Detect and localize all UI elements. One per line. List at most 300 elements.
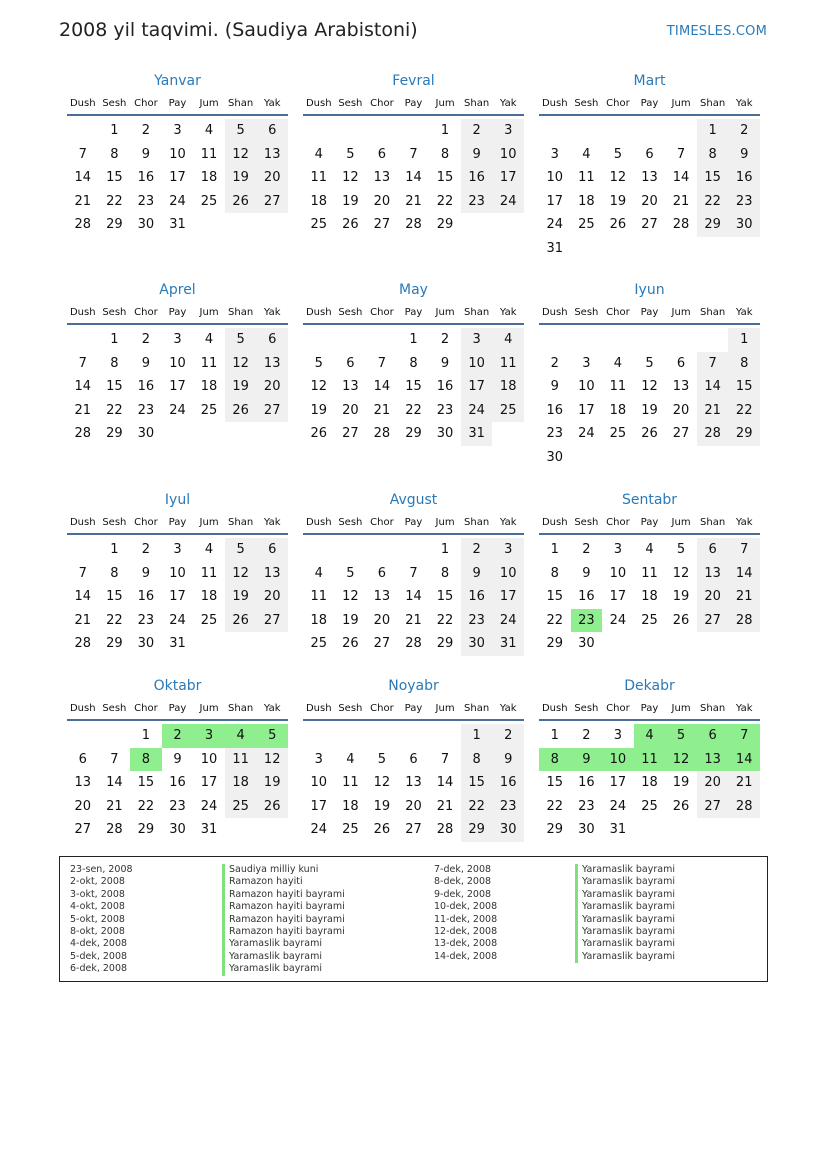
day-cell: 1 [440, 542, 450, 557]
day-cell: 9 [141, 146, 151, 162]
day-cell: 22 [106, 402, 123, 418]
day-cell: 5 [256, 724, 288, 748]
day-cell: 8 [550, 565, 559, 581]
day-cell: 24 [169, 193, 186, 209]
day-cell: 27 [672, 426, 690, 441]
day-cell: 28 [405, 636, 422, 651]
day-cell: 9 [492, 748, 524, 772]
day-cell: 23 [461, 609, 493, 633]
day-cell: 20 [697, 771, 729, 795]
weekday-label: Dush [305, 517, 332, 528]
day-cell: 27 [697, 795, 729, 819]
day-cell: 30 [436, 426, 454, 441]
day-cell: 13 [405, 775, 422, 790]
day-cell: 14 [405, 589, 422, 604]
day-cell: 18 [641, 589, 658, 604]
day-cell: 19 [225, 166, 257, 190]
day-cell: 16 [461, 166, 493, 190]
day-cell: 8 [110, 565, 119, 581]
weekday-label: Jum [435, 703, 455, 714]
day-cell: 14 [74, 170, 92, 185]
legend-holiday-name: Yaramaslik bayrami [575, 914, 675, 926]
day-cell: 21 [728, 585, 760, 609]
day-cell: 29 [436, 217, 454, 232]
day-cell: 23 [436, 402, 454, 418]
day-cell: 2 [461, 538, 493, 562]
day-cell: 16 [461, 585, 493, 609]
day-cell: 11 [492, 352, 524, 376]
day-cell: 16 [546, 402, 564, 418]
day-cell: 20 [373, 612, 391, 628]
day-cell: 18 [310, 193, 328, 209]
day-cell: 6 [697, 724, 729, 748]
day-cell: 15 [436, 589, 454, 604]
day-cell: 4 [645, 542, 654, 557]
weekday-label: Pay [168, 517, 187, 528]
day-cell: 17 [169, 589, 186, 604]
legend-date: 7-dek, 2008 [434, 864, 492, 875]
day-cell: 24 [492, 190, 524, 214]
day-cell: 5 [613, 146, 623, 162]
day-cell: 20 [405, 798, 422, 814]
weekday-label: Sesh [102, 517, 127, 528]
day-cell: 26 [342, 636, 359, 651]
day-cell: 29 [697, 213, 729, 237]
day-cell: 23 [571, 609, 603, 633]
day-cell: 7 [409, 565, 418, 581]
day-cell: 13 [697, 562, 729, 586]
day-cell: 15 [697, 166, 729, 190]
day-cell: 26 [310, 426, 328, 441]
weekday-label: Dush [305, 703, 332, 714]
weekday-label: Chor [134, 517, 158, 528]
day-cell: 24 [310, 822, 328, 837]
day-cell: 31 [169, 217, 186, 232]
legend-date: 2-okt, 2008 [70, 876, 125, 888]
weekday-label: Yak [263, 703, 281, 714]
legend-date: 23-sen, 2008 [70, 864, 133, 875]
day-cell: 2 [440, 332, 450, 347]
day-cell: 20 [641, 193, 658, 209]
day-cell: 12 [672, 565, 690, 581]
weekday-header [303, 98, 524, 112]
day-cell: 3 [173, 542, 182, 557]
legend-holiday-name: Yaramaslik bayrami [575, 951, 675, 963]
day-cell: 1 [440, 123, 450, 138]
day-cell: 21 [672, 193, 690, 209]
weekday-label: Yak [263, 98, 281, 109]
weekday-header [539, 307, 760, 321]
day-cell: 18 [200, 170, 218, 185]
day-cell: 23 [461, 190, 493, 214]
day-cell: 26 [672, 798, 690, 814]
day-cell: 5 [676, 542, 686, 557]
day-cell: 7 [728, 538, 760, 562]
day-cell: 11 [310, 170, 328, 185]
day-cell: 15 [106, 379, 123, 394]
legend-holiday-name: Saudiya milliy kuni [222, 864, 345, 876]
day-cell: 16 [137, 589, 155, 604]
day-cell: 18 [609, 402, 627, 418]
weekday-label: Pay [168, 703, 187, 714]
day-cell: 14 [728, 748, 760, 772]
day-cell: 19 [225, 585, 257, 609]
day-cell: 17 [461, 375, 493, 399]
day-cell: 22 [436, 612, 454, 628]
day-cell: 23 [137, 193, 155, 209]
legend-date: 8-okt, 2008 [70, 925, 125, 937]
weekday-label: Shan [228, 517, 254, 528]
day-cell: 14 [436, 775, 454, 790]
day-grid [303, 724, 524, 864]
weekday-label: Chor [606, 307, 630, 318]
day-cell: 21 [728, 771, 760, 795]
day-cell: 9 [550, 379, 559, 394]
day-cell: 17 [578, 402, 595, 418]
day-cell: 14 [106, 775, 123, 790]
weekday-label: Chor [370, 307, 394, 318]
day-cell: 25 [641, 798, 658, 814]
day-cell: 25 [609, 426, 627, 441]
legend-names-right [575, 864, 675, 963]
day-cell: 23 [137, 612, 155, 628]
header-divider [539, 114, 760, 116]
day-cell: 9 [461, 143, 493, 167]
day-cell: 15 [546, 589, 564, 604]
day-cell: 16 [578, 775, 595, 790]
day-cell: 1 [728, 328, 760, 352]
month-name: Aprel [159, 282, 196, 298]
day-cell: 31 [461, 422, 493, 446]
day-cell: 9 [571, 748, 603, 772]
weekday-label: Sesh [338, 98, 363, 109]
day-cell: 7 [728, 724, 760, 748]
day-cell: 8 [461, 748, 493, 772]
day-cell: 10 [310, 775, 328, 790]
day-cell: 12 [609, 170, 627, 185]
weekday-label: Shan [464, 517, 490, 528]
month-name: Avgust [389, 492, 438, 508]
weekday-label: Jum [671, 703, 691, 714]
day-cell: 10 [578, 379, 595, 394]
day-cell: 21 [373, 402, 391, 418]
day-cell: 9 [582, 565, 591, 581]
day-cell: 15 [461, 771, 493, 795]
day-cell: 25 [578, 217, 595, 232]
day-cell: 18 [225, 771, 257, 795]
day-cell: 12 [665, 748, 697, 772]
day-cell: 27 [373, 636, 391, 651]
legend-holiday-name: Yaramaslik bayrami [222, 963, 345, 975]
day-cell: 30 [137, 636, 155, 651]
day-cell: 30 [137, 217, 155, 232]
weekday-label: Jum [199, 98, 219, 109]
month-name: Noyabr [388, 678, 439, 694]
day-grid [67, 538, 288, 678]
day-cell: 10 [492, 562, 524, 586]
day-cell: 1 [550, 542, 559, 557]
day-cell: 27 [74, 822, 92, 837]
day-grid [303, 328, 524, 468]
day-cell: 14 [373, 379, 391, 394]
day-cell: 1 [409, 332, 418, 347]
day-cell: 4 [314, 565, 323, 581]
day-cell: 16 [578, 589, 595, 604]
weekday-label: Yak [735, 98, 753, 109]
day-cell: 8 [110, 146, 119, 162]
weekday-header [67, 307, 288, 321]
day-cell: 21 [697, 399, 729, 423]
day-cell: 4 [582, 146, 591, 162]
weekday-label: Dush [541, 307, 568, 318]
day-cell: 17 [200, 775, 218, 790]
day-cell: 4 [204, 332, 214, 347]
day-cell: 10 [546, 170, 564, 185]
weekday-label: Jum [199, 517, 219, 528]
day-cell: 14 [74, 589, 92, 604]
day-cell: 25 [225, 795, 257, 819]
day-cell: 19 [672, 775, 690, 790]
day-cell: 3 [193, 724, 225, 748]
weekday-label: Shan [228, 98, 254, 109]
day-cell: 27 [641, 217, 658, 232]
weekday-label: Jum [435, 98, 455, 109]
day-cell: 2 [162, 724, 194, 748]
day-cell: 11 [609, 379, 627, 394]
day-cell: 8 [440, 565, 450, 581]
day-cell: 18 [578, 193, 595, 209]
legend-holiday-name: Ramazon hayiti bayrami [222, 889, 345, 901]
day-cell: 1 [110, 332, 119, 347]
day-cell: 28 [728, 609, 760, 633]
day-grid [539, 724, 760, 864]
day-cell: 27 [256, 399, 288, 423]
day-cell: 6 [78, 751, 87, 767]
weekday-label: Chor [134, 307, 158, 318]
legend-date: 3-okt, 2008 [70, 888, 125, 900]
day-cell: 27 [373, 217, 391, 232]
legend-date: 4-okt, 2008 [70, 901, 125, 913]
weekday-label: Sesh [102, 703, 127, 714]
day-cell: 28 [672, 217, 690, 232]
day-cell: 6 [676, 355, 686, 371]
day-cell: 22 [697, 190, 729, 214]
day-cell: 12 [641, 379, 658, 394]
day-cell: 20 [373, 193, 391, 209]
day-cell: 9 [728, 143, 760, 167]
weekday-label: Jum [199, 307, 219, 318]
weekday-label: Chor [606, 517, 630, 528]
day-cell: 20 [342, 402, 359, 418]
day-cell: 3 [173, 332, 182, 347]
weekday-label: Yak [263, 517, 281, 528]
day-cell: 28 [728, 795, 760, 819]
day-cell: 9 [141, 565, 151, 581]
day-cell: 5 [665, 724, 697, 748]
day-cell: 11 [310, 589, 328, 604]
day-cell: 24 [492, 609, 524, 633]
header-divider [303, 533, 524, 535]
day-cell: 6 [409, 751, 418, 767]
weekday-header [303, 307, 524, 321]
day-cell: 12 [342, 170, 359, 185]
day-cell: 10 [200, 751, 218, 767]
day-cell: 22 [106, 612, 123, 628]
day-cell: 18 [200, 379, 218, 394]
day-cell: 3 [492, 119, 524, 143]
legend-names-left [222, 864, 345, 976]
day-cell: 19 [310, 402, 328, 418]
day-cell: 26 [225, 399, 257, 423]
day-cell: 5 [225, 328, 257, 352]
weekday-label: Sesh [102, 307, 127, 318]
day-cell: 13 [641, 170, 658, 185]
day-cell: 12 [310, 379, 328, 394]
legend-date: 13-dek, 2008 [434, 938, 498, 950]
day-cell: 19 [373, 798, 391, 814]
day-cell: 24 [578, 426, 595, 441]
page-title: 2008 yil taqvimi. (Saudiya Arabistoni) [59, 19, 418, 41]
day-cell: 7 [78, 565, 87, 581]
header-divider [539, 719, 760, 721]
day-cell: 25 [200, 612, 218, 628]
day-cell: 16 [436, 379, 454, 394]
weekday-header [303, 703, 524, 717]
weekday-label: Jum [671, 307, 691, 318]
legend-date: 5-okt, 2008 [70, 913, 125, 925]
day-cell: 15 [106, 170, 123, 185]
day-cell: 30 [461, 632, 493, 656]
day-cell: 3 [550, 146, 559, 162]
weekday-label: Sesh [574, 703, 599, 714]
day-cell: 28 [74, 217, 92, 232]
day-grid [67, 119, 288, 259]
weekday-label: Pay [640, 307, 659, 318]
day-cell: 20 [697, 585, 729, 609]
weekday-label: Pay [404, 517, 423, 528]
legend-holiday-name: Yaramaslik bayrami [575, 876, 675, 888]
day-cell: 25 [641, 612, 658, 628]
weekday-label: Chor [370, 517, 394, 528]
day-cell: 15 [405, 379, 422, 394]
weekday-header [67, 98, 288, 112]
day-cell: 7 [440, 751, 450, 767]
weekday-label: Shan [228, 703, 254, 714]
day-cell: 6 [256, 328, 288, 352]
legend-date: 4-dek, 2008 [70, 938, 128, 950]
day-cell: 22 [461, 795, 493, 819]
day-cell: 24 [461, 399, 493, 423]
legend-holiday-name: Yaramaslik bayrami [575, 901, 675, 913]
day-cell: 10 [169, 565, 186, 581]
day-cell: 8 [697, 143, 729, 167]
day-cell: 17 [546, 193, 564, 209]
day-cell: 28 [74, 636, 92, 651]
day-cell: 14 [74, 379, 92, 394]
legend-date: 10-dek, 2008 [434, 901, 498, 913]
header-divider [303, 114, 524, 116]
month-name: Sentabr [621, 492, 678, 508]
day-cell: 19 [342, 612, 359, 628]
site-link[interactable]: TIMESLES.COM [666, 24, 767, 39]
day-cell: 23 [546, 426, 564, 441]
weekday-label: Dush [541, 98, 568, 109]
day-cell: 11 [200, 146, 218, 162]
weekday-label: Dush [69, 307, 96, 318]
legend-date: 9-dek, 2008 [434, 888, 492, 900]
day-cell: 10 [602, 748, 634, 772]
weekday-label: Chor [370, 703, 394, 714]
legend-holiday-name: Yaramaslik bayrami [575, 938, 675, 950]
day-cell: 17 [310, 798, 328, 814]
weekday-label: Yak [735, 703, 753, 714]
day-cell: 5 [314, 355, 323, 371]
legend-holiday-name: Ramazon hayiti bayrami [222, 914, 345, 926]
day-cell: 24 [169, 402, 186, 418]
day-cell: 14 [697, 375, 729, 399]
weekday-header [303, 517, 524, 531]
day-cell: 30 [492, 818, 524, 842]
day-cell: 8 [409, 355, 418, 371]
weekday-label: Pay [640, 98, 659, 109]
day-cell: 4 [346, 751, 355, 767]
day-cell: 14 [728, 562, 760, 586]
day-cell: 27 [405, 822, 422, 837]
weekday-label: Yak [263, 307, 281, 318]
day-cell: 16 [492, 771, 524, 795]
header-divider [303, 719, 524, 721]
day-cell: 7 [676, 146, 686, 162]
header-divider [67, 114, 288, 116]
day-cell: 2 [461, 119, 493, 143]
day-cell: 7 [697, 352, 729, 376]
weekday-label: Dush [69, 98, 96, 109]
day-cell: 15 [106, 589, 123, 604]
legend-date: 6-dek, 2008 [70, 963, 128, 975]
day-cell: 5 [346, 565, 355, 581]
day-cell: 16 [728, 166, 760, 190]
day-cell: 27 [342, 426, 359, 441]
weekday-label: Shan [700, 307, 726, 318]
legend-date: 5-dek, 2008 [70, 950, 128, 962]
day-cell: 13 [256, 143, 288, 167]
day-cell: 13 [256, 562, 288, 586]
day-cell: 20 [256, 375, 288, 399]
day-cell: 31 [609, 822, 627, 837]
weekday-label: Jum [671, 98, 691, 109]
day-cell: 27 [256, 190, 288, 214]
day-cell: 29 [137, 822, 155, 837]
day-cell: 28 [373, 426, 391, 441]
day-cell: 5 [377, 751, 387, 767]
weekday-label: Pay [168, 98, 187, 109]
day-cell: 22 [436, 193, 454, 209]
day-cell: 13 [342, 379, 359, 394]
legend-holiday-name: Ramazon hayiti [222, 876, 345, 888]
header-divider [539, 533, 760, 535]
legend-holiday-name: Yaramaslik bayrami [575, 926, 675, 938]
day-cell: 19 [672, 589, 690, 604]
day-cell: 9 [440, 355, 450, 371]
day-cell: 8 [130, 748, 162, 772]
weekday-label: Shan [700, 703, 726, 714]
day-cell: 5 [645, 355, 654, 371]
weekday-label: Shan [700, 98, 726, 109]
day-cell: 7 [377, 355, 387, 371]
day-cell: 8 [110, 355, 119, 371]
day-cell: 28 [106, 822, 123, 837]
day-cell: 28 [436, 822, 454, 837]
